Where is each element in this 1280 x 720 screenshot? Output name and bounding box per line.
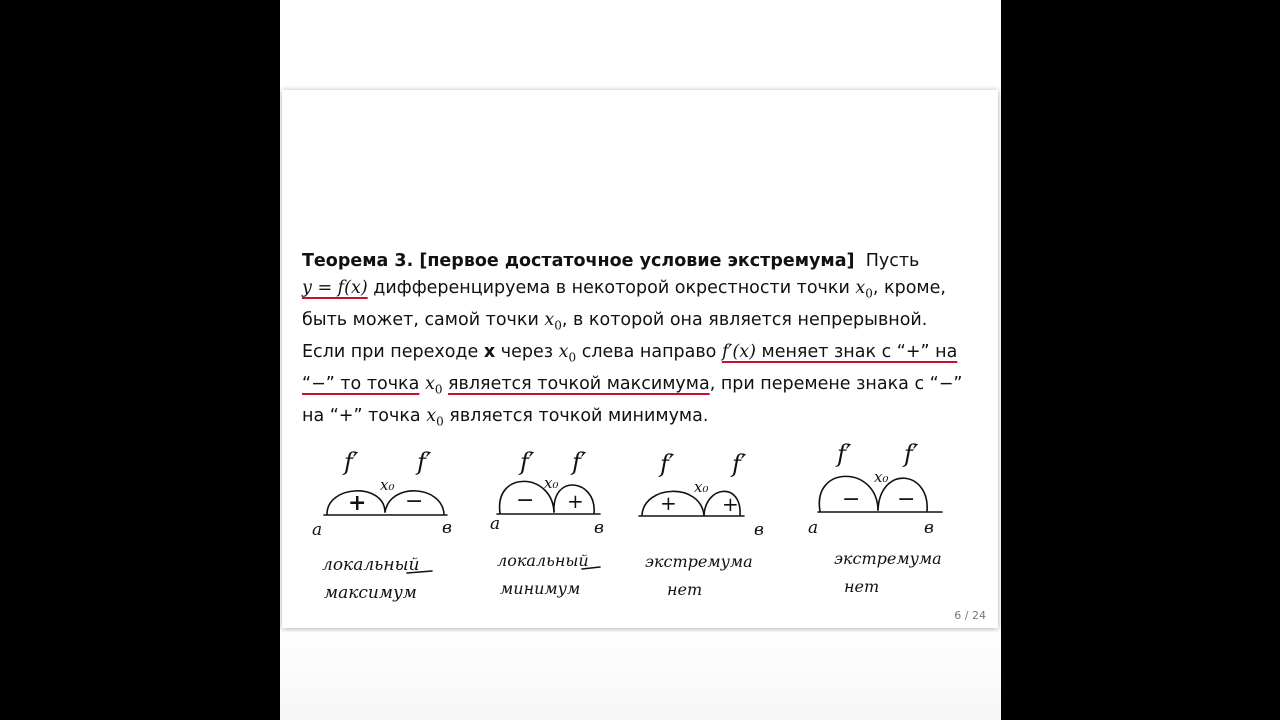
theorem-line-6: на “+” точка $x_0$ является точкой минимума. xyxy=(302,405,709,428)
underlined-condition: f′(x) меняет знак с “+” на xyxy=(721,341,958,362)
x0-label-4: x₀ xyxy=(874,468,889,486)
sign-left-4: − xyxy=(842,487,861,512)
x0-label-3: x₀ xyxy=(694,478,709,496)
x0-symbol: $x_0$ xyxy=(855,277,873,300)
x0-symbol: $x_0$ xyxy=(426,405,444,428)
sign-right-2: + xyxy=(567,489,584,513)
fprime-left-3: f′ xyxy=(660,450,675,478)
b-label-2: в xyxy=(594,518,604,538)
caption-4a: экстремума xyxy=(834,549,942,568)
theorem-line-4: Если при переходе x через $x_0$ слева направо f′(x) меняет знак с “+” на xyxy=(302,341,958,364)
caption-2b: минимум xyxy=(500,579,581,598)
caption-3a: экстремума xyxy=(645,552,753,571)
b-label-1: в xyxy=(442,518,452,538)
fprime-left-4: f′ xyxy=(837,440,852,468)
sign-left-1: + xyxy=(348,490,367,516)
handwritten-sketches xyxy=(282,430,998,620)
a-label-2: a xyxy=(490,514,501,534)
theorem-line-3: быть может, самой точки $x_0$, в которой она является непрерывной. xyxy=(302,309,928,332)
x0-symbol: $x_0$ xyxy=(558,341,577,364)
page-indicator: 6 / 24 xyxy=(954,609,986,622)
x0-label-1: x₀ xyxy=(380,476,395,494)
sign-right-4: − xyxy=(897,487,916,512)
theorem-text xyxy=(302,248,992,435)
sign-left-2: − xyxy=(516,488,535,513)
underlined-max-2: является точкой максимума xyxy=(448,373,710,394)
underlined-max-1: “−” то точка xyxy=(302,373,420,394)
fprime-right-1: f′ xyxy=(417,448,432,476)
caption-3b: нет xyxy=(667,580,703,599)
caption-4b: нет xyxy=(844,577,880,596)
sign-left-3: + xyxy=(660,491,677,515)
viewer-background xyxy=(280,632,1001,720)
fprime-right-2: f′ xyxy=(572,448,587,476)
x0-symbol: $x_0$ xyxy=(544,309,562,332)
caption-1a: локальный xyxy=(322,555,420,575)
theorem-line-5: “−” то точка $x_0$ является точкой максимума, при перемене знака с “−” xyxy=(302,373,963,396)
pdf-viewer xyxy=(280,0,1001,720)
caption-2a: локальный xyxy=(497,551,589,570)
theorem-heading: Теорема 3. [первое достаточное условие экстремума] xyxy=(302,251,855,271)
x0-label-2: x₀ xyxy=(544,474,559,492)
fprime-left-1: f′ xyxy=(344,448,359,476)
sketch-local-max xyxy=(324,491,447,515)
sign-right-3: + xyxy=(722,492,739,516)
function-formula: y = f(x) xyxy=(302,277,368,298)
slide-page xyxy=(282,90,998,628)
fprime-right-4: f′ xyxy=(904,440,919,468)
fprime-left-2: f′ xyxy=(520,448,535,476)
b-label-4: в xyxy=(924,518,934,538)
a-label-4: a xyxy=(808,518,819,538)
theorem-line-2: y = f(x) дифференцируема в некоторой окрестности точки $x_0$, кроме, xyxy=(302,277,946,300)
b-label-3: в xyxy=(754,520,764,540)
sign-right-1: − xyxy=(405,489,424,514)
x0-symbol: $x_0$ xyxy=(424,373,443,396)
theorem-line-1: Теорема 3. [первое достаточное условие экстремума] Пусть xyxy=(302,251,920,271)
a-label-1: a xyxy=(312,520,323,540)
caption-1b: максимум xyxy=(324,583,417,603)
fprime-right-3: f′ xyxy=(732,450,747,478)
